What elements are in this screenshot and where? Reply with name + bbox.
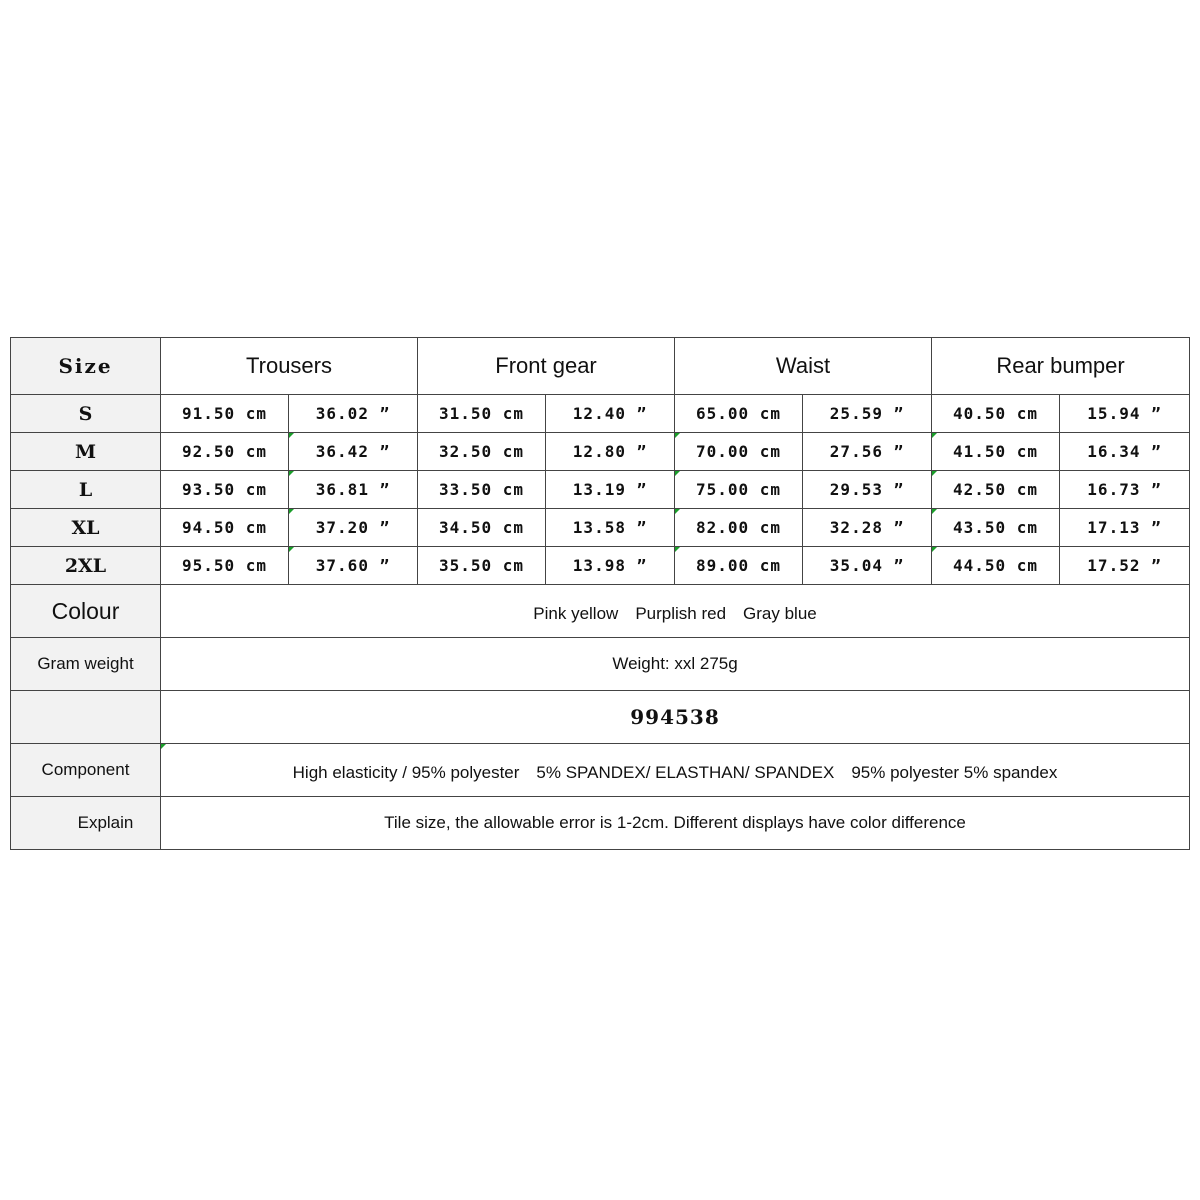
cell-front-gear-cm: 33.50 cm [418,471,546,509]
cell-waist-inch: 27.56 ” [803,433,932,471]
explain-value: Tile size, the allowable error is 1-2cm. Different displays have color difference [161,797,1190,850]
cell-trousers-inch: 36.02 ” [289,395,418,433]
cell-front-gear-cm: 32.50 cm [418,433,546,471]
product-code: 994538 [161,691,1190,744]
cell-trousers-inch: 37.20 ” [289,509,418,547]
cell-trousers-inch: 37.60 ” [289,547,418,585]
cell-front-gear-inch: 13.19 ” [546,471,675,509]
colour-row [11,585,1190,638]
component-row [11,744,1190,797]
cell-front-gear-inch: 12.80 ” [546,433,675,471]
cell-rear-bumper-cm: 44.50 cm [932,547,1060,585]
size-label: M [11,433,161,471]
colour-value: Pink yellow Purplish red Gray blue [161,585,1190,638]
cell-trousers-cm: 94.50 cm [161,509,289,547]
cell-waist-inch: 32.28 ” [803,509,932,547]
gram-weight-value: Weight: xxl 275g [161,638,1190,691]
cell-front-gear-inch: 13.58 ” [546,509,675,547]
cell-front-gear-cm: 35.50 cm [418,547,546,585]
cell-waist-cm: 89.00 cm [675,547,803,585]
cell-front-gear-inch: 13.98 ” [546,547,675,585]
table-row [11,509,1190,547]
table-row [11,547,1190,585]
cell-trousers-inch: 36.81 ” [289,471,418,509]
size-label: 2XL [11,547,161,585]
cell-rear-bumper-cm: 40.50 cm [932,395,1060,433]
size-chart-table [10,337,1190,850]
size-column-header: Size [11,338,161,395]
table-row [11,395,1190,433]
group-header-front-gear: Front gear [418,338,675,395]
cell-waist-cm: 75.00 cm [675,471,803,509]
cell-waist-cm: 65.00 cm [675,395,803,433]
gram-weight-label: Gram weight [11,638,161,691]
cell-rear-bumper-inch: 15.94 ” [1060,395,1190,433]
cell-waist-inch: 35.04 ” [803,547,932,585]
cell-rear-bumper-inch: 16.34 ” [1060,433,1190,471]
cell-waist-cm: 70.00 cm [675,433,803,471]
code-row [11,691,1190,744]
table-row [11,471,1190,509]
explain-row [11,797,1190,850]
cell-trousers-cm: 92.50 cm [161,433,289,471]
cell-waist-inch: 25.59 ” [803,395,932,433]
cell-rear-bumper-inch: 17.52 ” [1060,547,1190,585]
cell-waist-inch: 29.53 ” [803,471,932,509]
explain-label: Explain [11,797,161,850]
colour-label: Colour [11,585,161,638]
size-label: S [11,395,161,433]
cell-rear-bumper-cm: 41.50 cm [932,433,1060,471]
cell-front-gear-cm: 34.50 cm [418,509,546,547]
code-label [11,691,161,744]
cell-rear-bumper-cm: 42.50 cm [932,471,1060,509]
cell-rear-bumper-inch: 16.73 ” [1060,471,1190,509]
component-value: High elasticity / 95% polyester 5% SPANDEX/ ELASTHAN/ SPANDEX 95% polyester 5% spandex [161,744,1190,797]
cell-trousers-cm: 93.50 cm [161,471,289,509]
cell-rear-bumper-cm: 43.50 cm [932,509,1060,547]
cell-front-gear-inch: 12.40 ” [546,395,675,433]
component-label: Component [11,744,161,797]
cell-rear-bumper-inch: 17.13 ” [1060,509,1190,547]
group-header-waist: Waist [675,338,932,395]
table-row [11,433,1190,471]
group-header-trousers: Trousers [161,338,418,395]
cell-waist-cm: 82.00 cm [675,509,803,547]
cell-trousers-cm: 95.50 cm [161,547,289,585]
cell-front-gear-cm: 31.50 cm [418,395,546,433]
group-header-rear-bumper: Rear bumper [932,338,1190,395]
size-label: XL [11,509,161,547]
gram-weight-row [11,638,1190,691]
cell-trousers-cm: 91.50 cm [161,395,289,433]
size-label: L [11,471,161,509]
header-row [11,338,1190,395]
cell-trousers-inch: 36.42 ” [289,433,418,471]
